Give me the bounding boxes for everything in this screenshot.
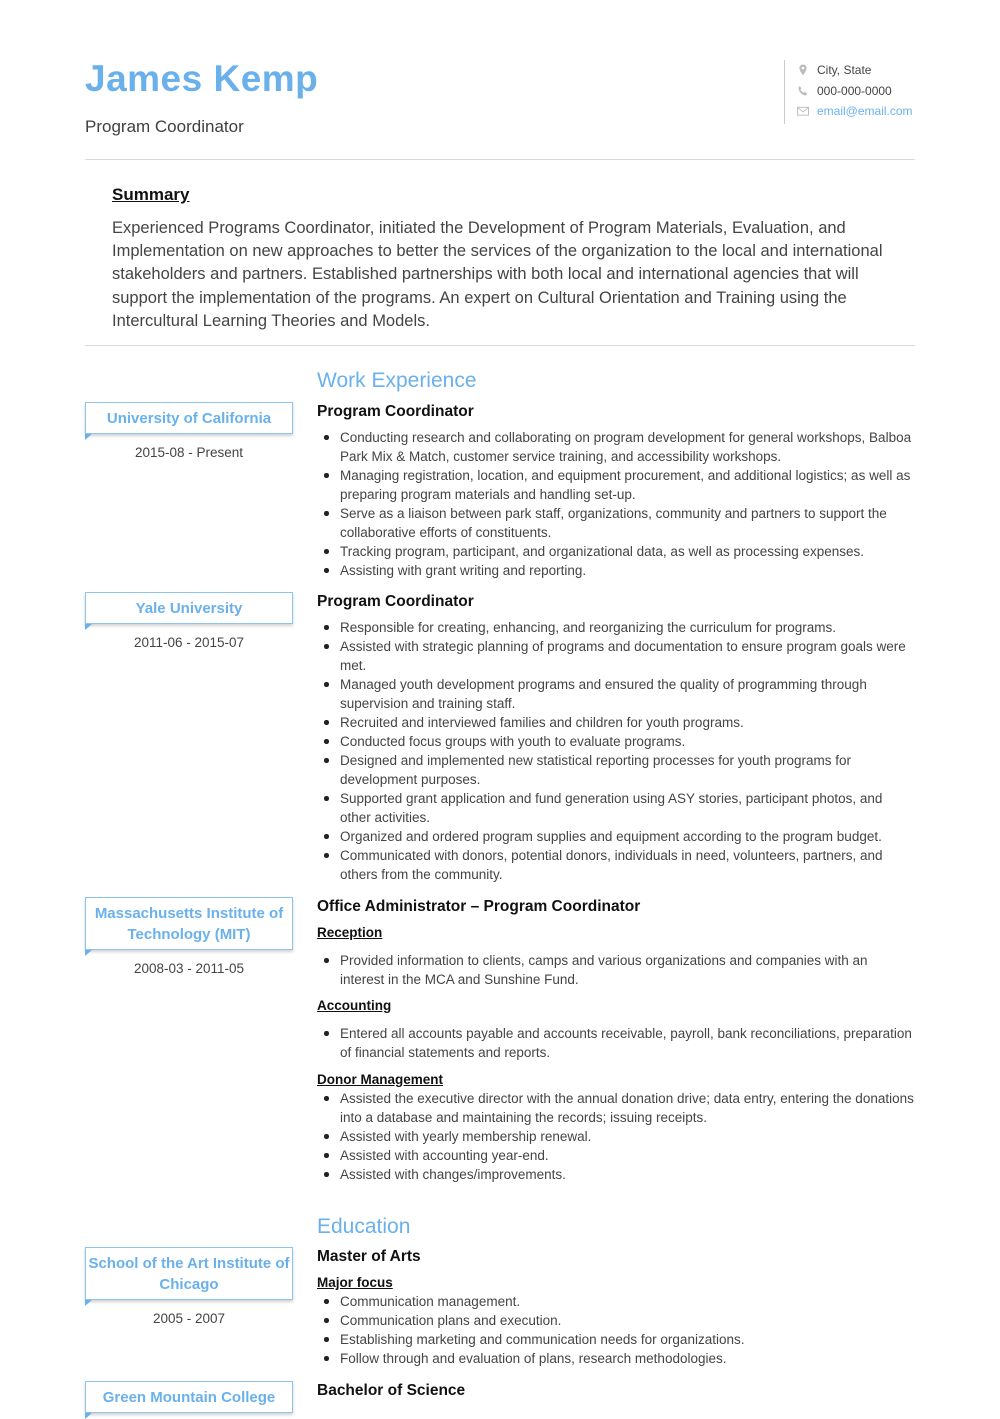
job-bullet: Conducted focus groups with youth to evaluate programs.: [340, 732, 915, 751]
job-dates: 2008-03 - 2011-05: [133, 961, 245, 976]
education-dates: 2005 - 2007: [152, 1311, 226, 1326]
contact-block: [784, 60, 937, 124]
school-badge: Green Mountain College: [85, 1381, 293, 1413]
job-bullet: Conducting research and collaborating on program development for general workshops, Balboa Park Mix & Match, customer service training, and accessibility workshops.: [340, 428, 915, 466]
candidate-title: Program Coordinator: [85, 117, 244, 136]
education-subheading: Major focus: [317, 1275, 393, 1290]
job-bullet: Assisted with yearly membership renewal.: [340, 1127, 915, 1146]
job-bullet: Assisting with grant writing and reporting.: [340, 561, 915, 580]
candidate-name: James Kemp: [85, 58, 319, 99]
employer-badge: Massachusetts Institute of Technology (MIT): [85, 897, 293, 950]
phone-icon: [797, 85, 809, 97]
job-bullet: Assisted with changes/improvements.: [340, 1165, 915, 1184]
job-bullet: Managed youth development programs and ensured the quality of programming through supervision and training staff.: [340, 675, 915, 713]
degree-title: Master of Arts: [317, 1248, 421, 1265]
job-subheading: Accounting: [317, 998, 392, 1013]
job-bullet: Assisted with accounting year-end.: [340, 1146, 915, 1165]
employer-badge: University of California: [85, 402, 293, 434]
summary-heading: Summary: [112, 185, 190, 204]
job-bullet: Assisted the executive director with the annual donation drive; data entry, entering the donations into a database and maintaining the records; issuing receipts.: [340, 1091, 914, 1125]
job-bullets: [317, 1089, 915, 1184]
job-bullet: Designed and implemented new statistical reporting processes for youth programs for development purposes.: [340, 751, 915, 789]
job-bullet: Assisted with strategic planning of programs and documentation to ensure program goals were met.: [340, 637, 915, 675]
job-role: Program Coordinator: [317, 593, 474, 610]
job-bullets: [317, 428, 915, 580]
contact-email: [797, 101, 937, 122]
location-pin-icon: [797, 64, 809, 76]
work-experience-heading: Work Experience: [317, 369, 477, 392]
job-dates: 2011-06 - 2015-07: [133, 635, 245, 650]
contact-phone-text: 000-000-0000: [817, 83, 892, 98]
summary-divider: [85, 345, 915, 346]
job-bullet: Provided information to clients, camps and various organizations and companies with an interest in the MCA and Sunshine Fund.: [340, 951, 915, 989]
degree-title: Bachelor of Science: [317, 1382, 466, 1399]
envelope-icon: [797, 105, 809, 117]
job-bullets: [317, 951, 915, 989]
education-bullet: Communication management.: [340, 1292, 915, 1311]
contact-location: [797, 60, 937, 81]
education-bullet: Follow through and evaluation of plans, research methodologies.: [340, 1349, 915, 1368]
summary-text: Experienced Programs Coordinator, initiated the Development of Program Materials, Evaluation, and Implementation on new approaches to better the services of the organization to the local and international stakeholders and partners. Established partnerships with both local and international agencies that will support the implementation of the programs. An expert on Cultural Orientation and Training using the Intercultural Learning Theories and Models.: [112, 219, 883, 330]
job-bullet: Supported grant application and fund generation using ASY stories, participant photos, and other activities.: [340, 789, 915, 827]
job-bullet: Entered all accounts payable and accounts receivable, payroll, bank reconciliations, preparation of financial statements and reports.: [340, 1024, 915, 1062]
job-bullet: Recruited and interviewed families and children for youth programs.: [340, 713, 915, 732]
job-bullet: Organized and ordered program supplies and equipment according to the program budget.: [340, 827, 915, 846]
employer-badge: Yale University: [85, 592, 293, 624]
job-bullet: Responsible for creating, enhancing, and reorganizing the curriculum for programs.: [340, 618, 915, 637]
education-bullet: Establishing marketing and communication needs for organizations.: [340, 1330, 915, 1349]
job-role: Program Coordinator: [317, 403, 474, 420]
education-heading: Education: [317, 1215, 411, 1238]
job-bullets: [317, 618, 915, 884]
job-bullet: Communicated with donors, potential donors, individuals in need, volunteers, partners, and others from the community.: [340, 846, 915, 884]
contact-email-link[interactable]: email@email.com: [817, 104, 913, 119]
education-bullets: [317, 1292, 915, 1368]
header-divider: [85, 159, 915, 160]
job-role: Office Administrator – Program Coordinator: [317, 898, 641, 915]
job-bullets: [317, 1024, 915, 1062]
contact-phone: [797, 81, 937, 102]
job-subheading: Donor Management: [317, 1072, 444, 1087]
job-dates: 2015-08 - Present: [134, 445, 244, 460]
job-subheading: Reception: [317, 925, 383, 940]
school-badge: School of the Art Institute of Chicago: [85, 1247, 293, 1300]
job-bullet: Managing registration, location, and equipment procurement, and additional logistics; as well as preparing program materials and handling set-up.: [340, 466, 915, 504]
job-bullet: Tracking program, participant, and organizational data, as well as processing expenses.: [340, 542, 915, 561]
job-bullet: Serve as a liaison between park staff, organizations, community and partners to support the collaborative efforts of constituents.: [340, 504, 915, 542]
education-bullet: Communication plans and execution.: [340, 1311, 915, 1330]
contact-location-text: City, State: [817, 63, 872, 78]
